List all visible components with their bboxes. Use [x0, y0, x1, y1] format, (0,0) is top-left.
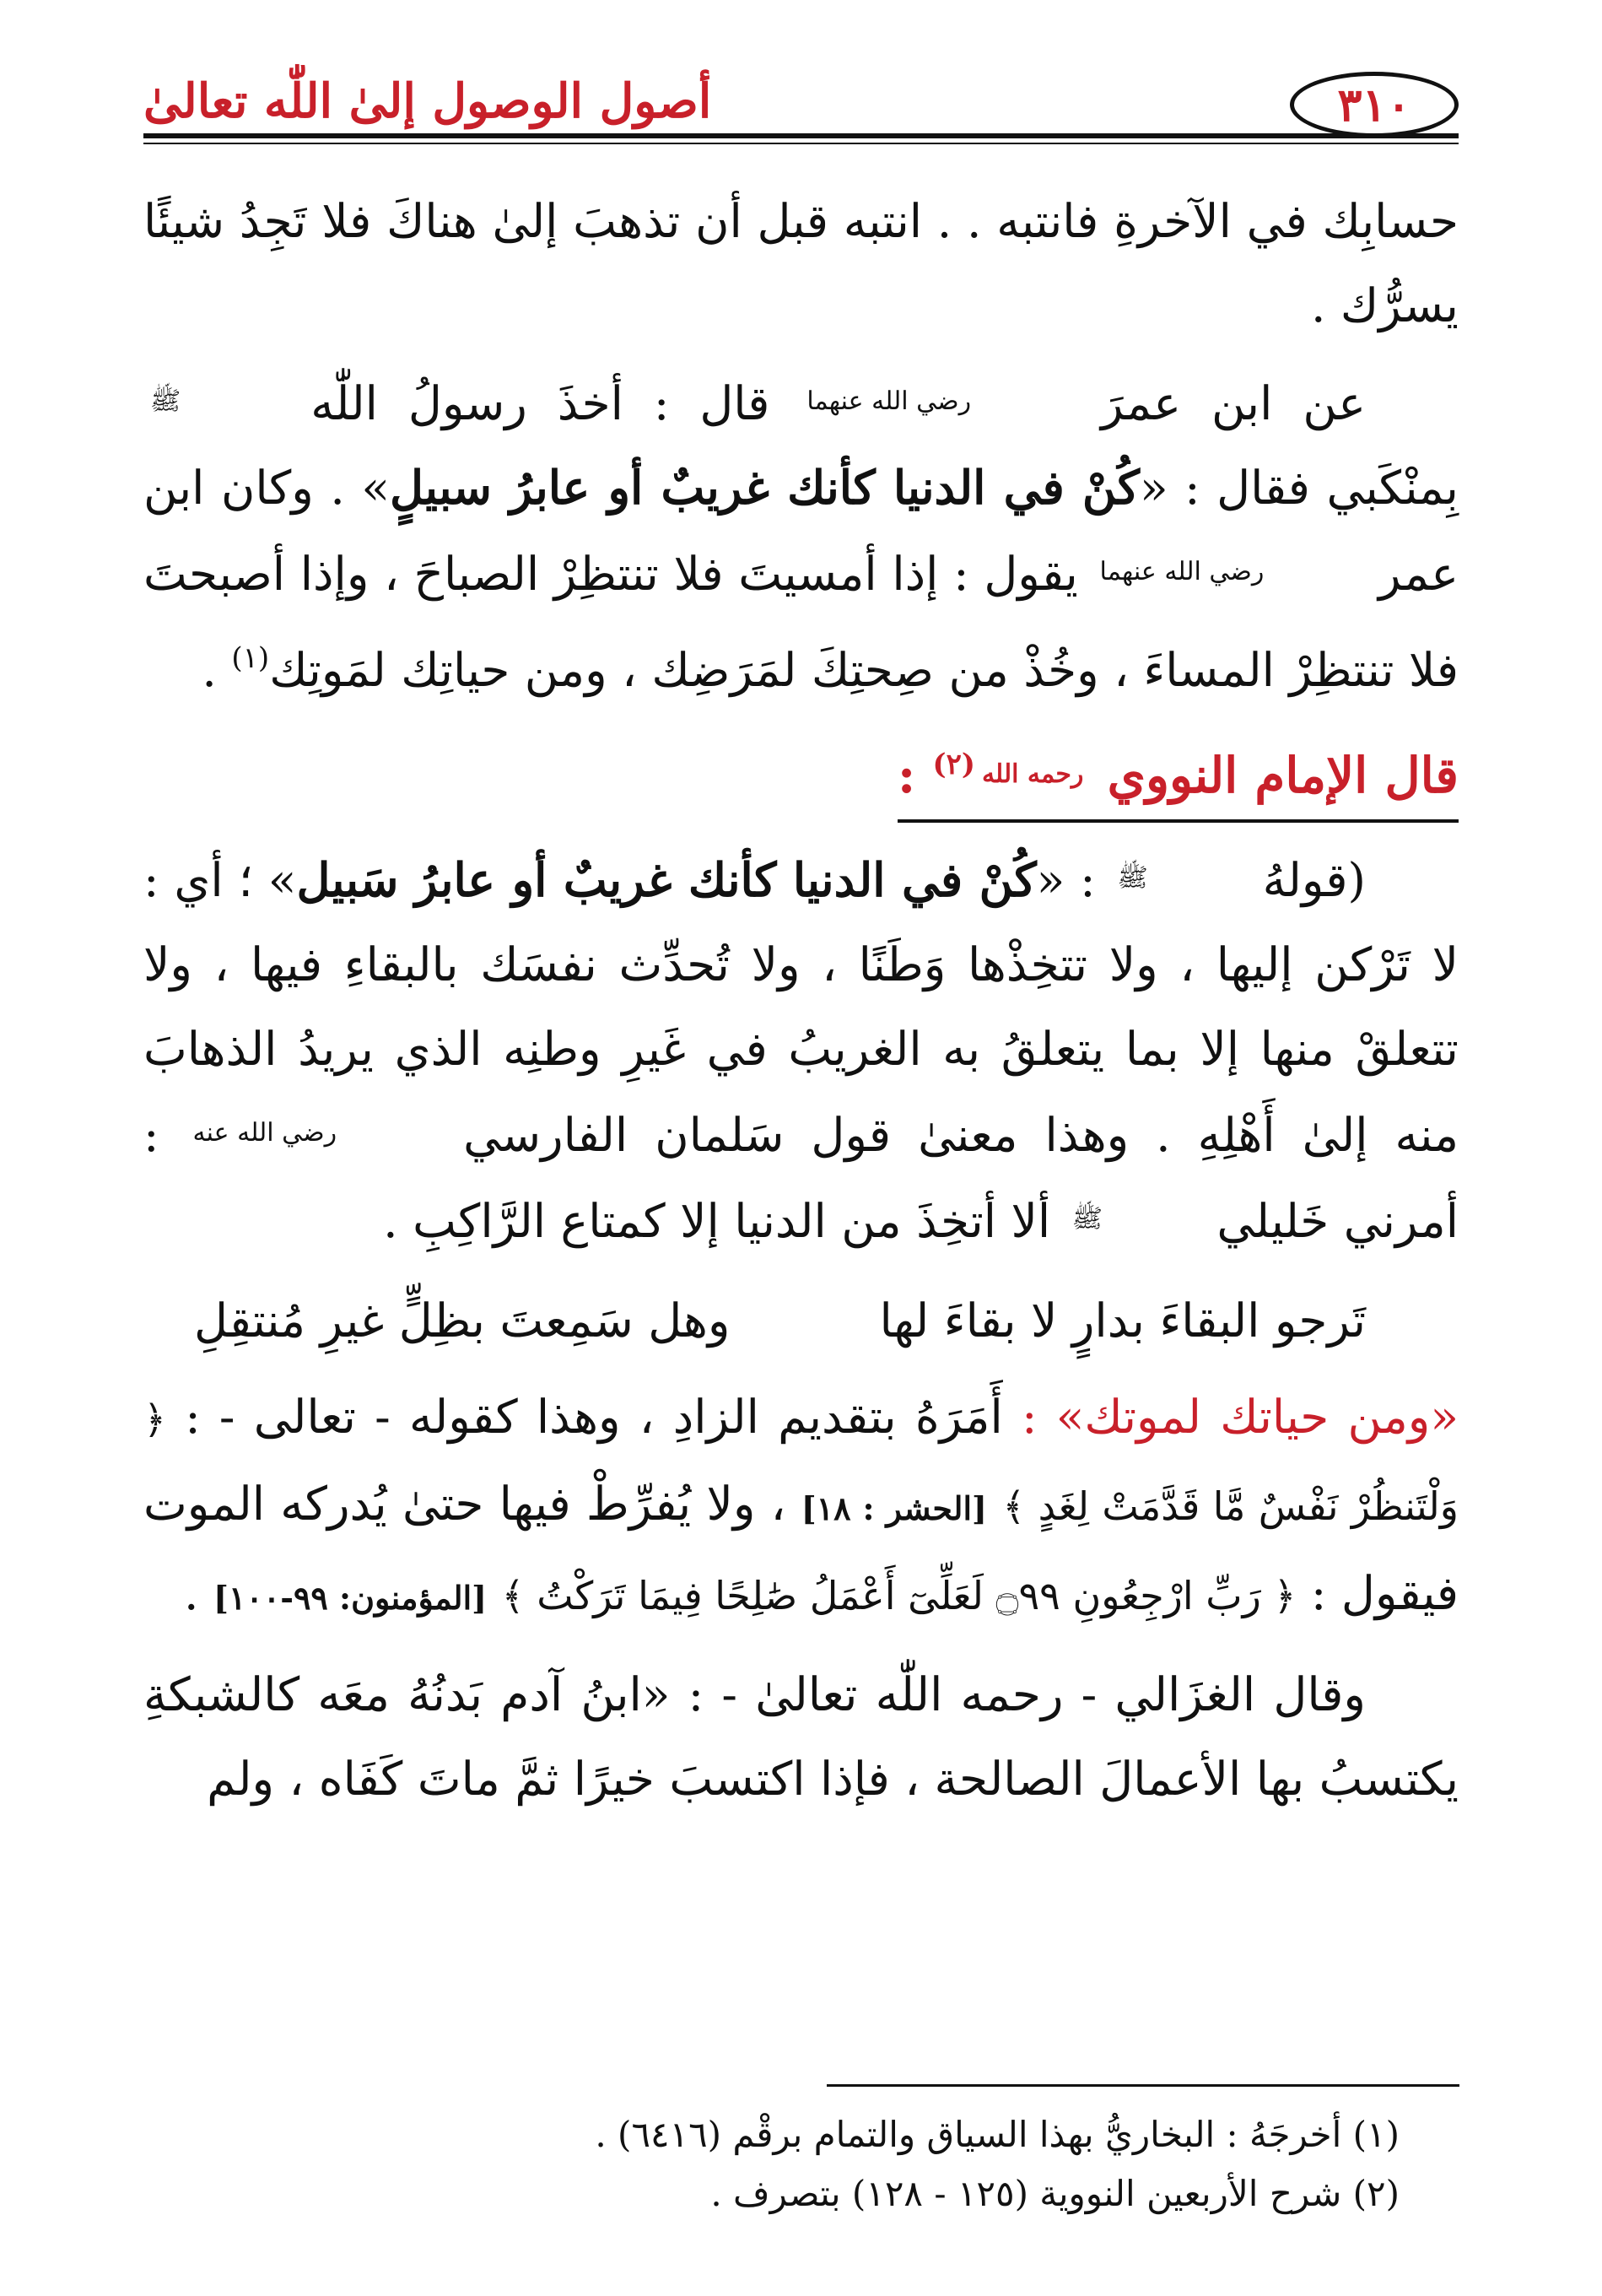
- text-run: قال : أخذَ رسولُ اللّٰه: [310, 376, 770, 430]
- footnote-1: (١) أخرجَهُ : البخاريُّ بهذا السياق والتمام برقْم (٦٤١٦) .: [595, 2114, 1400, 2155]
- honorific-glyph: ﷺ: [150, 386, 181, 416]
- main-text: [143, 179, 1459, 1821]
- honorific-glyph: رحمه الله: [981, 759, 1084, 789]
- footnote-separator: [827, 2084, 1459, 2087]
- hadith-text: كُنْ في الدنيا كأنك غريبٌ أو عابرُ سَبيل: [296, 852, 1037, 907]
- text-run: يقول : إذا أمسيتَ فلا تنتظِرْ الصباحَ ، وإذا أصبحتَ فلا تنتظِرْ المساءَ ، وخُذْ من صِحتِكَ لمَرَضِك ، ومن حياتِك لمَوتِك: [143, 547, 1459, 697]
- footnote-ref-1[interactable]: (١): [231, 641, 270, 675]
- paragraph-ghazali: وقال الغزَالي - رحمه اللّٰه تعالىٰ - : «ابنُ آدم بَدنُهُ معَه كالشبكةِ يكتسبُ بها الأعمالَ الصالحة ، فإذا اكتسبَ خيرًا ثمَّ ماتَ كَفَاه ، ولم: [143, 1667, 1459, 1806]
- verse-first-hemistich: تَرجو البقاءَ بدارٍ لا بقاءَ لها: [879, 1294, 1366, 1348]
- honorific-glyph: ﷺ: [1071, 1204, 1103, 1234]
- text-run: .: [202, 643, 232, 697]
- quran-reference: [الحشر : ١٨]: [801, 1489, 988, 1527]
- verse-second-hemistich: وهل سَمِعتَ بظِلٍّ غيرِ مُنتقِلِ: [194, 1294, 731, 1348]
- text-run: : أمرني خَليلي: [143, 1108, 1459, 1248]
- hadith-text: كُنْ في الدنيا كأنك غريبٌ أو عابرُ سبيلٍ: [390, 460, 1140, 515]
- heading-colon: :: [897, 747, 933, 804]
- text-run: .: [184, 1566, 199, 1620]
- poetry-verse: [143, 1278, 1459, 1363]
- header-rule-thick: [143, 133, 1459, 138]
- honorific-glyph: ﷺ: [1117, 863, 1148, 893]
- section-heading: [898, 724, 1459, 823]
- text-run: عن ابن عمرَ: [1101, 376, 1367, 430]
- paragraph-nawawi-commentary: [143, 836, 1459, 1263]
- honorific-glyph: رضي الله عنهما: [806, 386, 972, 416]
- text-run: بِمنْكَبي فقال : «: [1139, 461, 1459, 515]
- footnotes: [143, 2105, 1459, 2223]
- page-header: [143, 46, 1459, 139]
- running-title: أصول الوصول إلىٰ اللّٰه تعالىٰ: [143, 73, 712, 129]
- text-run: » ؛ أي : لا تَرْكن إليها ، ولا تتخِذْها وَطَنًا ، ولا تُحدِّث نفسَك بالبقاءِ فيها ، ولا تتعلقْ منها إلا بما يتعلقُ به الغريبُ في غَيرِ وطنِه الذي يريدُ الذهابَ منه إلىٰ أَهْلِهِ . وهذا معنىٰ قول سَلمان الفارسي: [143, 853, 1459, 1162]
- footnote-ref-2[interactable]: (٢): [932, 748, 975, 781]
- page-number: ٣١٠: [1290, 72, 1459, 138]
- header-rule-thin: [143, 143, 1459, 144]
- text-run: (قولهُ: [1262, 853, 1367, 907]
- text-run: » . وكان ابن عمر: [143, 461, 1459, 601]
- footnote-2: (٢) شرح الأربعين النووية (١٢٥ - ١٢٨) بتصرف .: [710, 2173, 1400, 2214]
- heading-text: قال الإمام النووي: [1107, 747, 1459, 804]
- text-run: أَمَرَهُ بتقديم الزادِ ، وهذا كقوله - تعالى - :: [185, 1390, 1003, 1444]
- paragraph-1: حسابِك في الآخرةِ فانتبه . . انتبه قبل أن تذهبَ إلىٰ هناكَ فلا تَجِدُ شيئًا يسرُّك .: [143, 194, 1459, 332]
- honorific-glyph: رضي الله عنهما: [1099, 557, 1265, 586]
- quran-verse: ﴿ رَبِّ ارْجِعُونِ ۝٩٩ لَعَلِّىٓ أَعْمَلُ صَٰلِحًا فِيمَا تَرَكْتُ ﴾: [501, 1573, 1297, 1618]
- honorific-glyph: رضي الله عنه: [192, 1118, 337, 1148]
- text-run: ألا أتخِذَ من الدنيا إلا كمتاع الرَّاكِبِ .: [383, 1194, 1051, 1248]
- text-run: ، ولا يُفرِّطْ فيها حتىٰ يُدركه الموت فيقول :: [143, 1477, 1459, 1620]
- quran-verse: ﴿ وَلْتَنظُرْ نَفْسٌ مَّا قَدَّمَتْ لِغَدٍ ﴾: [143, 1397, 1459, 1529]
- paragraph-hadith-ibn-umar: [143, 359, 1459, 712]
- text-run: : «: [1036, 853, 1096, 907]
- paragraph-provision: [143, 1375, 1459, 1640]
- quoted-phrase: «ومن حياتك لموتك» :: [1022, 1390, 1459, 1444]
- quran-reference: [المؤمنون: ٩٩-١٠٠]: [213, 1579, 488, 1617]
